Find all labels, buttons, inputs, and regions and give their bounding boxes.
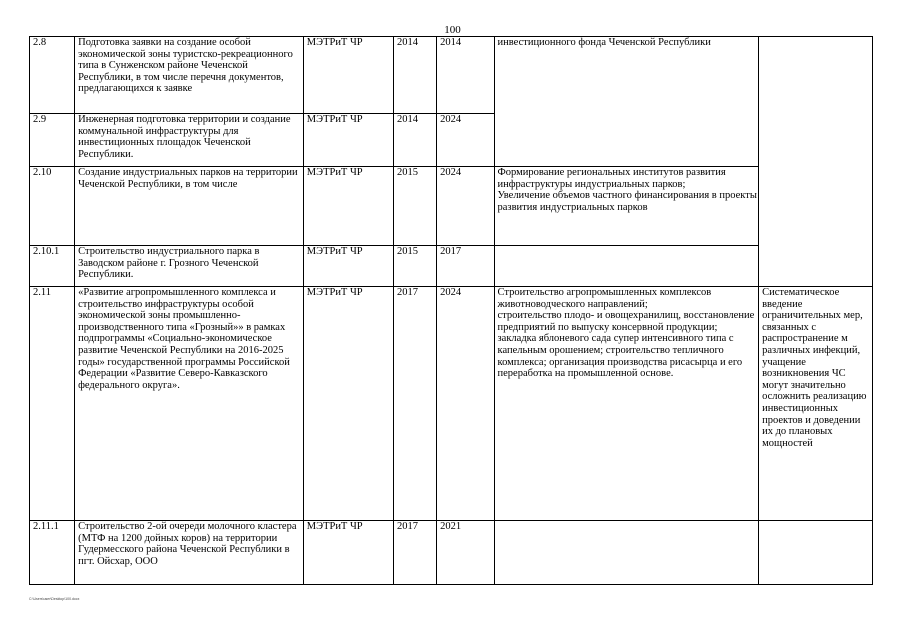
end-year: 2024 (437, 167, 494, 246)
expected-result (494, 521, 759, 585)
page-number: 100 (444, 24, 461, 36)
table-row (30, 521, 873, 585)
executor: МЭТРиТ ЧР (303, 521, 393, 585)
start-year: 2015 (394, 167, 437, 246)
measure-title: Строительство индустриального парка в Заводском районе г. Грозного Чеченской Республики. (75, 246, 304, 287)
measure-title: Строительство 2-ой очереди молочного кластера (МТФ на 1200 дойных коров) на территории Гудермесского района Чеченской Республики в пгт. Ойсхар, ООО (75, 521, 304, 585)
risk-cell (759, 37, 873, 287)
start-year: 2017 (394, 521, 437, 585)
start-year: 2015 (394, 246, 437, 287)
row-number: 2.11 (30, 287, 75, 521)
result-text: Увеличение объемов частного финансирования в проекты развития индустриальных парков (497, 190, 757, 213)
result-text: инвестиционного фонда Чеченской Республики (497, 37, 711, 48)
row-number: 2.8 (30, 37, 75, 114)
executor: МЭТРиТ ЧР (303, 37, 393, 114)
start-year: 2017 (394, 287, 437, 521)
end-year: 2017 (437, 246, 494, 287)
result-text: строительство плодо- и овощехранилищ, восстановление предприятий по выпуску консервной продукции; закладка яблоневого сада супер интенсивного типа с капельным орошением; строительство тепличного комплекса; организация производства рисасырца и его переработка на промышленной основе. (497, 310, 755, 380)
expected-result (494, 167, 759, 246)
risk-cell (759, 521, 873, 585)
end-year: 2024 (437, 114, 494, 167)
result-text: Формирование региональных институтов развития инфраструктуры индустриальных парков; (497, 167, 726, 190)
start-year: 2014 (394, 114, 437, 167)
measure-title: Создание индустриальных парков на территории Чеченской Республики, в том числе (75, 167, 304, 246)
table-row (30, 287, 873, 521)
measures-table (29, 36, 873, 585)
row-number: 2.10.1 (30, 246, 75, 287)
start-year: 2014 (394, 37, 437, 114)
executor: МЭТРиТ ЧР (303, 287, 393, 521)
table-row (30, 246, 873, 287)
risk-cell: Систематическое введение ограничительных мер, связанных с распространение м различных инфекций, учащение возникновения ЧС могут значительно осложнить реализацию инвестиционных проектов и доведении их до плановых мощностей (759, 287, 873, 521)
expected-result (494, 37, 759, 167)
end-year: 2021 (437, 521, 494, 585)
executor: МЭТРиТ ЧР (303, 114, 393, 167)
file-path-footnote: С:\Users\user\Desktop\100.docx (29, 597, 80, 601)
result-text: Строительство агропромышленных комплексов животноводческого направлений; (497, 287, 712, 310)
row-number: 2.10 (30, 167, 75, 246)
end-year: 2014 (437, 37, 494, 114)
executor: МЭТРиТ ЧР (303, 246, 393, 287)
measure-title: Инженерная подготовка территории и создание коммунальной инфраструктуры для инвестиционных площадок Чеченской Республики. (75, 114, 304, 167)
table-row (30, 37, 873, 114)
row-number: 2.11.1 (30, 521, 75, 585)
measure-title: «Развитие агропромышленного комплекса и строительство инфраструктуры особой экономической зоны промышленно-производственного типа «Грозный»» в рамках подпрограммы «Социально-экономическое развитие Чеченской Республики на 2016-2025 годы» государственной программы Российской Федерации «Развитие Северо-Кавказского федерального округа». (75, 287, 304, 521)
executor: МЭТРиТ ЧР (303, 167, 393, 246)
measure-title: Подготовка заявки на создание особой экономической зоны туристско-рекреационного типа в Сунженском районе Чеченской Республики, в том числе перечня документов, предлагающихся к заявке (75, 37, 304, 114)
row-number: 2.9 (30, 114, 75, 167)
expected-result (494, 246, 759, 287)
table-row (30, 167, 873, 246)
end-year: 2024 (437, 287, 494, 521)
expected-result (494, 287, 759, 521)
